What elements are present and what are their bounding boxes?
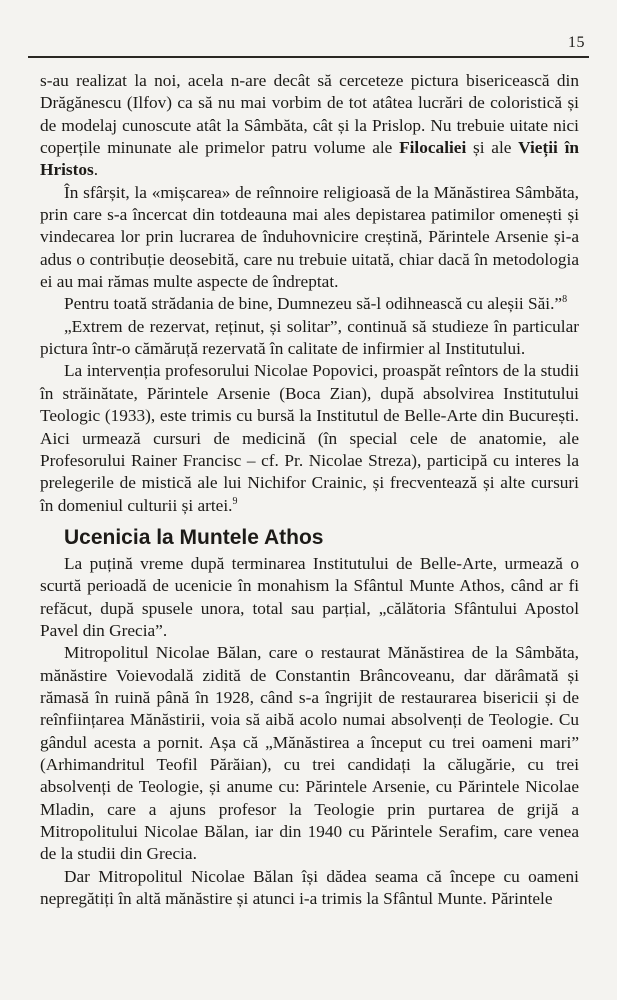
section-paragraph: La puțină vreme după terminarea Institutului de Belle-Arte, urmează o scurtă perioadă de ucenicie în monahism la Sfântul Munte Athos, când ar fi refăcut, după spusele unora, total sau parțial, „călătoria Sfântului Apostol Pavel din Grecia”. (40, 553, 579, 640)
page-body (40, 70, 579, 910)
paragraph (40, 70, 579, 182)
paragraph (40, 293, 579, 315)
section-paragraph: Dar Mitropolitul Nicolae Bălan își dădea seama că începe cu oameni nepregătiți în altă mănăstire și atunci i-a trimis la Sfântul Munte. Părintele (40, 866, 579, 909)
text-run: s-au realizat la noi, acela n-are decât să cerceteze pictura bisericească din Drăgănescu (Ilfov) ca să nu mai vorbim de tot atâtea lucrări de coloristică și de modelaj cunoscute atât la Sâmbăta, cât și la Prislop. Nu trebuie uitate nici coperțile minunate ale primelor patru volume ale (40, 71, 579, 158)
text-run: Pentru toată strădania de bine, Dumnezeu să-l odihnească cu aleșii Săi.” (64, 294, 563, 314)
text-run: La intervenția profesorului Nicolae Popovici, proaspăt reîntors de la studii în străinătate, Părintele Arsenie (Boca Zian), după absolvirea Institutului Teologic (1933), este trimis cu bursă la Institutul de Belle-Arte din București. Aici urmează cursuri de medicină (în special cele de anatomie, ale Profesorului Rainer Francisc – cf. Pr. Nicolae Streza), participă cu interes la prelegerile de mistică ale lui Nichifor Crainic, și frecventează și alte cursuri în domeniul culturii și artei. (40, 361, 579, 515)
paragraph (40, 182, 579, 294)
text-run: și ale (466, 138, 519, 158)
bold-title: Vieții în Hristos (40, 138, 579, 180)
text-run: . (93, 160, 99, 180)
paragraph (40, 316, 579, 361)
footnote-ref: 9 (232, 495, 238, 507)
section-paragraphs (40, 553, 579, 911)
page-header (28, 30, 589, 58)
intro-paragraphs (40, 70, 579, 517)
page-number: 15 (568, 34, 585, 51)
section-heading: Ucenicia la Muntele Athos (64, 525, 324, 549)
text-run: „Extrem de rezervat, reținut, și solitar”, continuă să studieze în particular pictura într-o cămăruță rezervată în calitate de infirmier al Institutului. (40, 316, 579, 359)
text-run: În sfârșit, la «mișcarea» de reînnoire religioasă de la Mănăstirea Sâmbăta, prin care s-a încercat din totdeauna mai ales depistarea patimilor omenești și vindecarea lor prin lucrarea de înduhovnicire creștină, Părintele Arsenie și-a adus o contribuție deosebită, care nu trebuie uitată, chiar dacă în metodologia ei au mai rămas multe aspecte de îndreptat. (40, 182, 579, 292)
footnote-ref: 8 (562, 294, 568, 306)
paragraph (40, 360, 579, 516)
bold-title: Filocaliei (399, 138, 467, 158)
section-paragraph: Mitropolitul Nicolae Bălan, care o restaurat Mănăstirea de la Sâmbăta, mănăstire Voievodală zidită de Constantin Brâncoveanu, dar dărâmată și rămasă în ruină până în 1928, când s-a îngrijit de restaurarea bisericii și de reînființarea Mănăstirii, voia să aibă acolo numai absolvenți de Teologie. Cu gândul acesta a pornit. Așa că „Mănăstirea a început cu trei oameni mari” (Arhimandritul Teofil Părăian), cu trei candidați la călugărie, cu trei absolvenți de Teologie, și anume cu: Părintele Arsenie, cu Părintele Nicolae Mladin, care a ajuns profesor la Teologie prin purtarea de grijă a Mitropolitului Nicolae Bălan, iar din 1940 cu Părintele Serafim, care venea de la studii din Grecia. (40, 643, 579, 864)
